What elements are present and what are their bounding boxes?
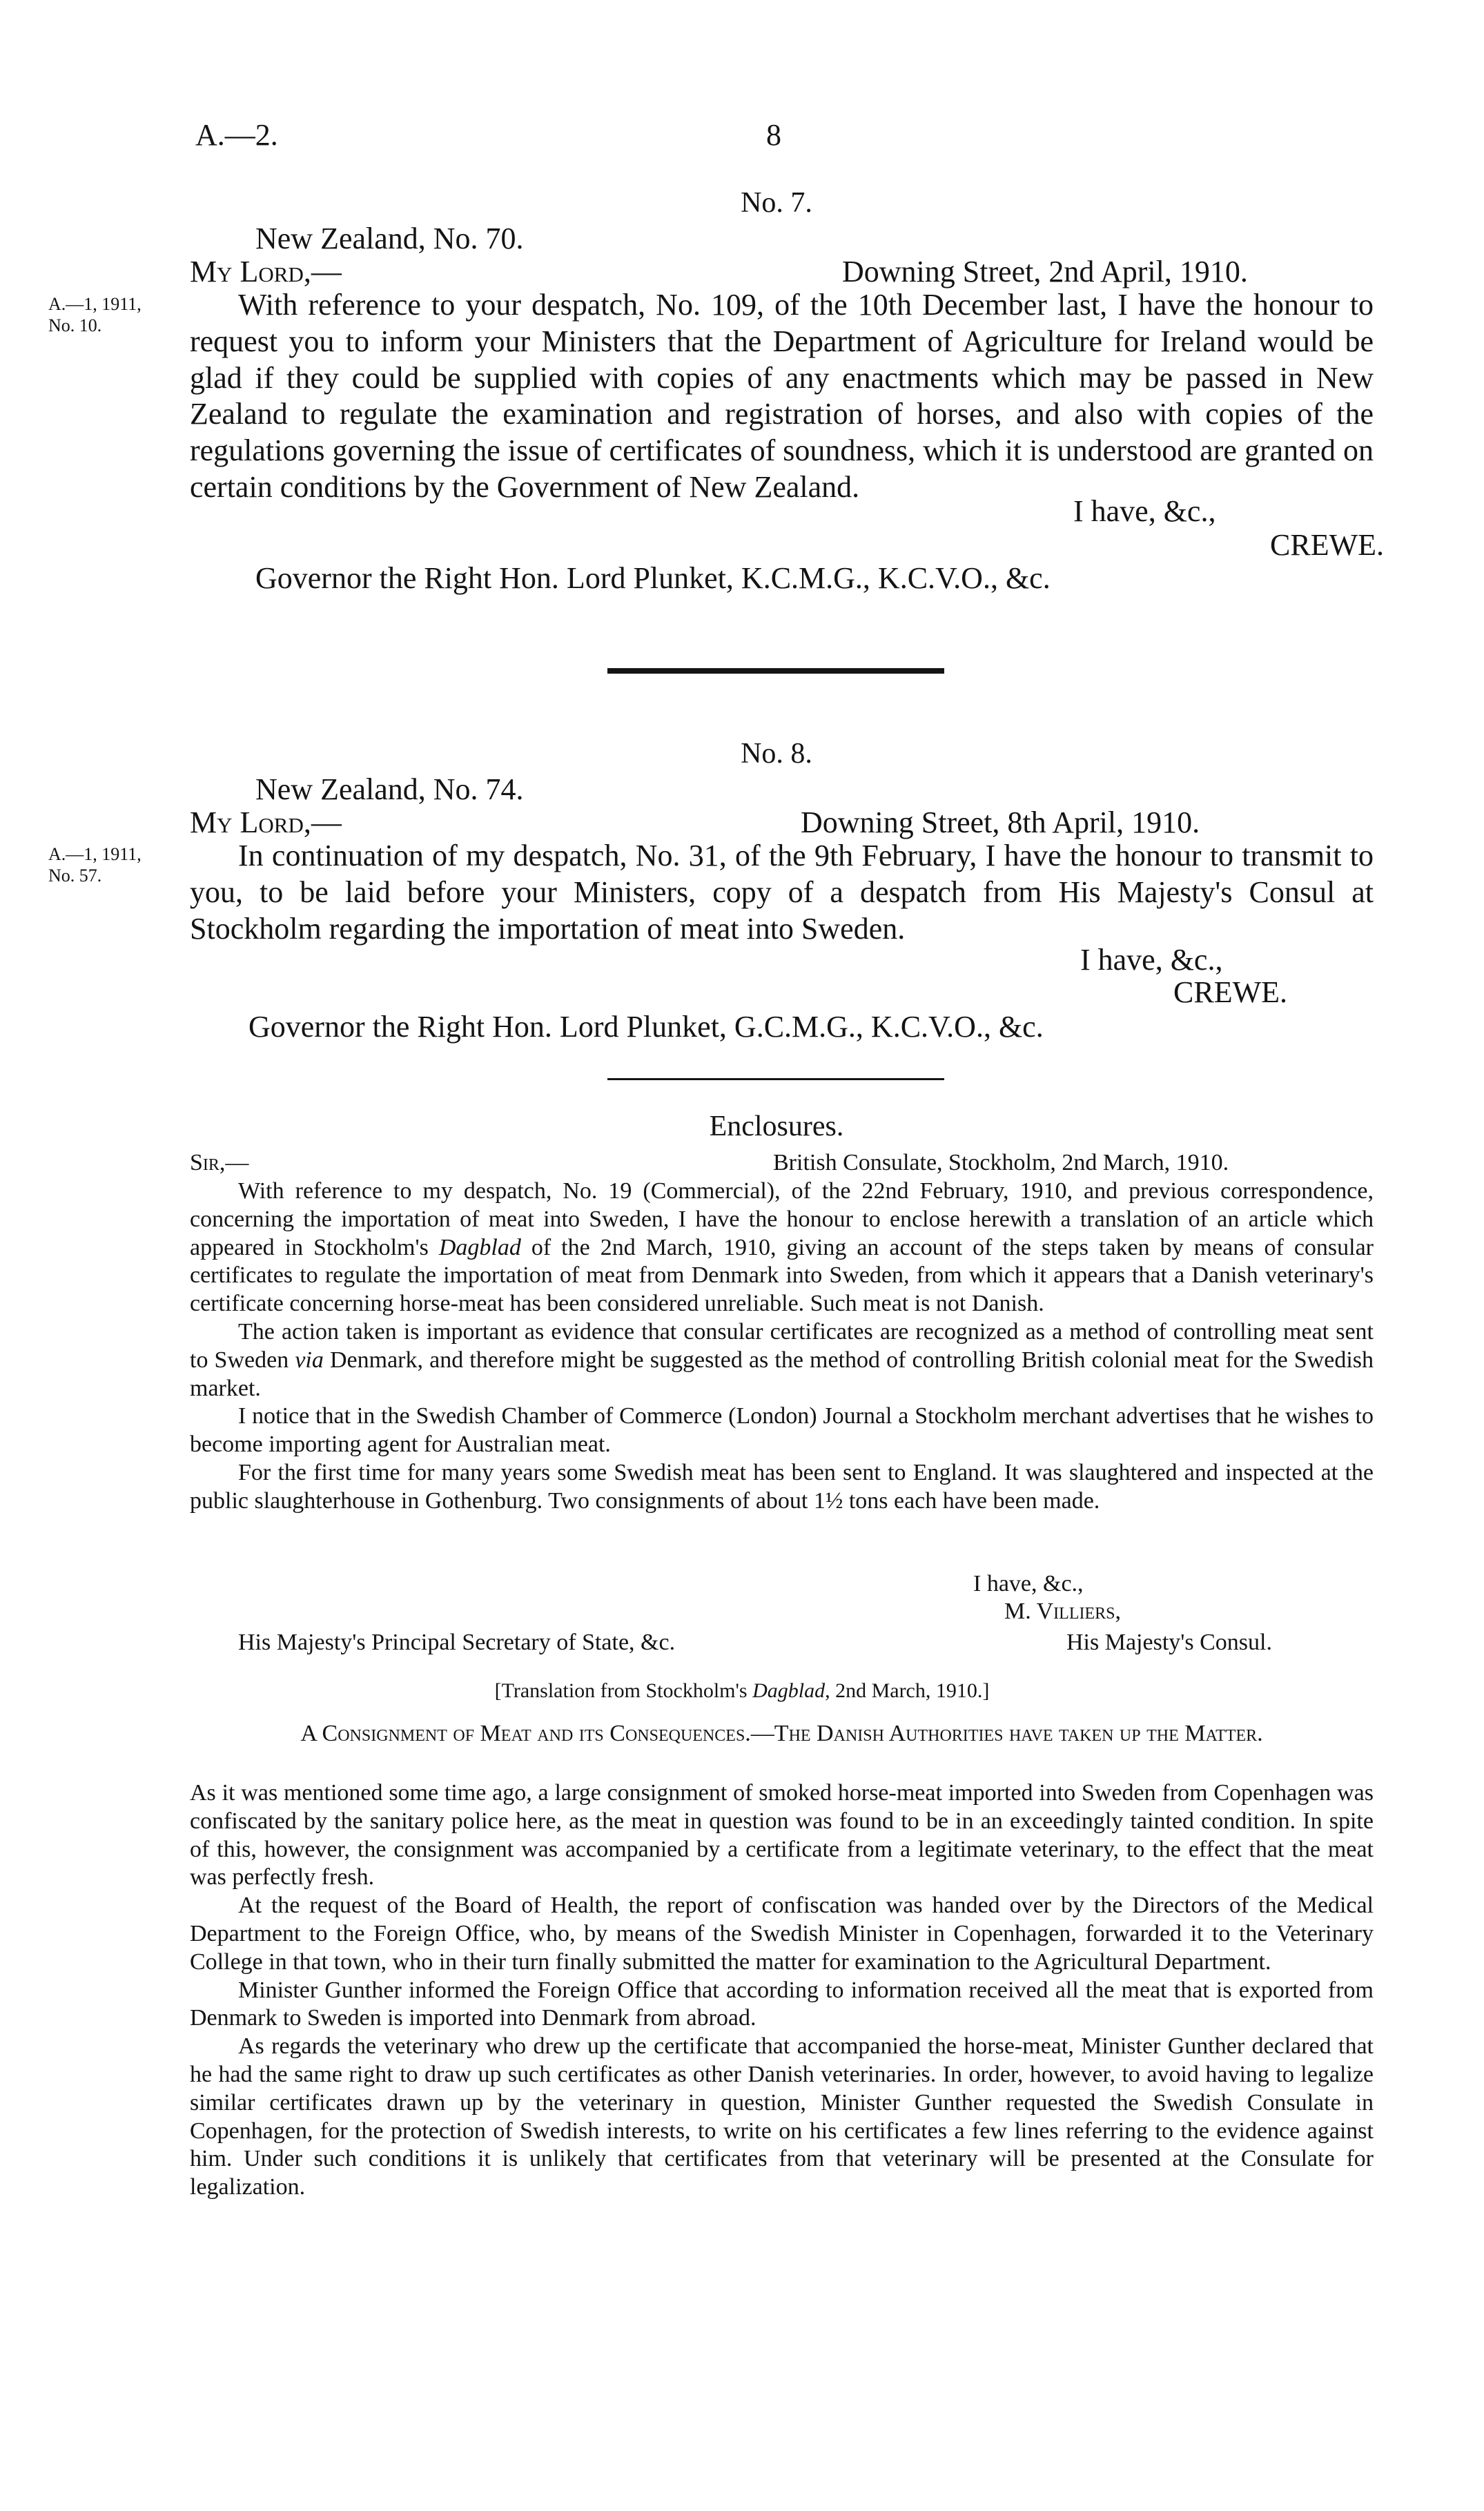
translation-heading: A Consignment of Meat and its Consequences.—The Danish Authorities have taken up the Matter. (300, 1721, 1263, 1746)
dispatch-7-signature: CREWE. (1270, 528, 1384, 562)
dispatch-7-number: No. 7. (741, 187, 812, 219)
enclosure-sign-title: His Majesty's Consul. (1066, 1630, 1272, 1655)
dispatch-7-addressee: Governor the Right Hon. Lord Plunket, K.C.M.G., K.C.V.O., &c. (255, 561, 1051, 595)
translation-body (190, 1779, 1374, 2202)
dispatch-8-body: In continuation of my despatch, No. 31, of the 9th February, I have the honour to transmit to you, to be laid before your Ministers, copy of a despatch from His Majesty's Consul at Stockholm regarding the importation of meat into Sweden. (190, 839, 1374, 946)
dispatch-7-closing: I have, &c., (1073, 494, 1216, 528)
section-divider (607, 668, 944, 674)
enclosure-divider (607, 1078, 944, 1080)
enclosure-closing: I have, &c., (973, 1571, 1084, 1596)
enclosure-addressee: His Majesty's Principal Secretary of State, &c. (238, 1630, 676, 1655)
enclosure-signature: M. Villiers, (1004, 1599, 1121, 1624)
enclosure-body (190, 1178, 1374, 1516)
translation-paragraph-4: As regards the veterinary who drew up the certificate that accompanied the horse-meat, Minister Gunther declared that he had the same right to draw up such certificates as other Danish veterinaries. In order, however, to avoid having to legalize similar certificates drawn up by the veterinary in question, Minister Gunther requested the Swedish Consulate in Copenhagen, for the protection of Swedish interests, to write on his certificates a few lines referring to the evidence against him. Under such conditions it is unlikely that certificates from that veterinary will be presented at the Consulate for legalization. (190, 2033, 1374, 2200)
enclosure-paragraph-3: I notice that in the Swedish Chamber of Commerce (London) Journal a Stockholm merchant advertises that he wishes to become importing agent for Australian meat. (190, 1403, 1374, 1458)
dispatch-7-body: With reference to your despatch, No. 109, of the 10th December last, I have the honour to request you to inform your Ministers that the Department of Agriculture for Ireland would be glad if they could be supplied with copies of any enactments which may be passed in New Zealand to regulate the examination and registration of horses, and also with copies of the regulations governing the issue of certificates of soundness, which it is understood are granted on certain conditions by the Government of New Zealand. (190, 288, 1374, 504)
enclosures-title: Enclosures. (709, 1111, 844, 1142)
enclosure-place-date: British Consulate, Stockholm, 2nd March, 1910. (773, 1150, 1229, 1175)
dispatch-8-margin-ref: A.—1, 1911, No. 57. (48, 844, 141, 886)
dispatch-7-salutation: My Lord,— (190, 255, 342, 289)
dispatch-8-number: No. 8. (741, 738, 812, 770)
enclosure-paragraph-4: For the first time for many years some Swedish meat has been sent to England. It was slaughtered and inspected at the public slaughterhouse in Gothenburg. Two consignments of about 1½ tons each have been made. (190, 1459, 1374, 1514)
dispatch-8-addressee: Governor the Right Hon. Lord Plunket, G.C.M.G., K.C.V.O., &c. (248, 1010, 1044, 1044)
dispatch-8-signature: CREWE. (1173, 975, 1287, 1009)
enclosure-salutation: Sir,— (190, 1150, 249, 1175)
translation-paragraph-2: At the request of the Board of Health, the report of confiscation was handed over by the Directors of the Medical Department to the Foreign Office, who, by means of the Swedish Minister in Copenhagen, forwarded it to the Veterinary College in that town, who in their turn finally submitted the matter for examination to the Agricultural Department. (190, 1893, 1374, 1975)
dispatch-8-series: New Zealand, No. 74. (255, 772, 524, 806)
dispatch-8-closing: I have, &c., (1080, 943, 1223, 977)
translation-paragraph-1: As it was mentioned some time ago, a large consignment of smoked horse-meat imported into Sweden from Copenhagen was confiscated by the sanitary police here, as the meat in question was found to be in an exceedingly tainted condition. In spite of this, however, the consignment was accompanied by a certificate from a legitimate veterinary, to the effect that the meat was perfectly fresh. (190, 1780, 1374, 1890)
dispatch-7-margin-ref: A.—1, 1911, No. 10. (48, 294, 141, 336)
page-number: 8 (766, 118, 781, 152)
translation-note: [Translation from Stockholm's Dagblad, 2nd March, 1910.] (494, 1679, 990, 1702)
translation-paragraph-3: Minister Gunther informed the Foreign Office that according to information received all the meat that is exported from Denmark to Sweden is imported into Denmark from abroad. (190, 1977, 1374, 2031)
enclosure-paragraph-2: The action taken is important as evidence that consular certificates are recognized as a method of controlling meat sent to Sweden via Denmark, and therefore might be suggested as the method of controlling British colonial meat for the Swedish market. (190, 1318, 1374, 1401)
dispatch-7-place-date: Downing Street, 2nd April, 1910. (842, 255, 1248, 289)
dispatch-8-salutation: My Lord,— (190, 805, 342, 839)
dispatch-7-series: New Zealand, No. 70. (255, 222, 524, 255)
page-reference: A.—2. (195, 118, 278, 152)
dispatch-8-place-date: Downing Street, 8th April, 1910. (801, 805, 1200, 839)
enclosure-paragraph-1: With reference to my despatch, No. 19 (Commercial), of the 22nd February, 1910, and previous correspondence, concerning the importation of meat into Sweden, I have the honour to enclose herewith a translation of an article which appeared in Stockholm's Dagblad of the 2nd March, 1910, giving an account of the steps taken by means of consular certificates to regulate the importation of meat from Denmark into Sweden, from which it appears that a Danish veterinary's certificate concerning horse-meat has been considered unreliable. Such meat is not Danish. (190, 1178, 1374, 1317)
